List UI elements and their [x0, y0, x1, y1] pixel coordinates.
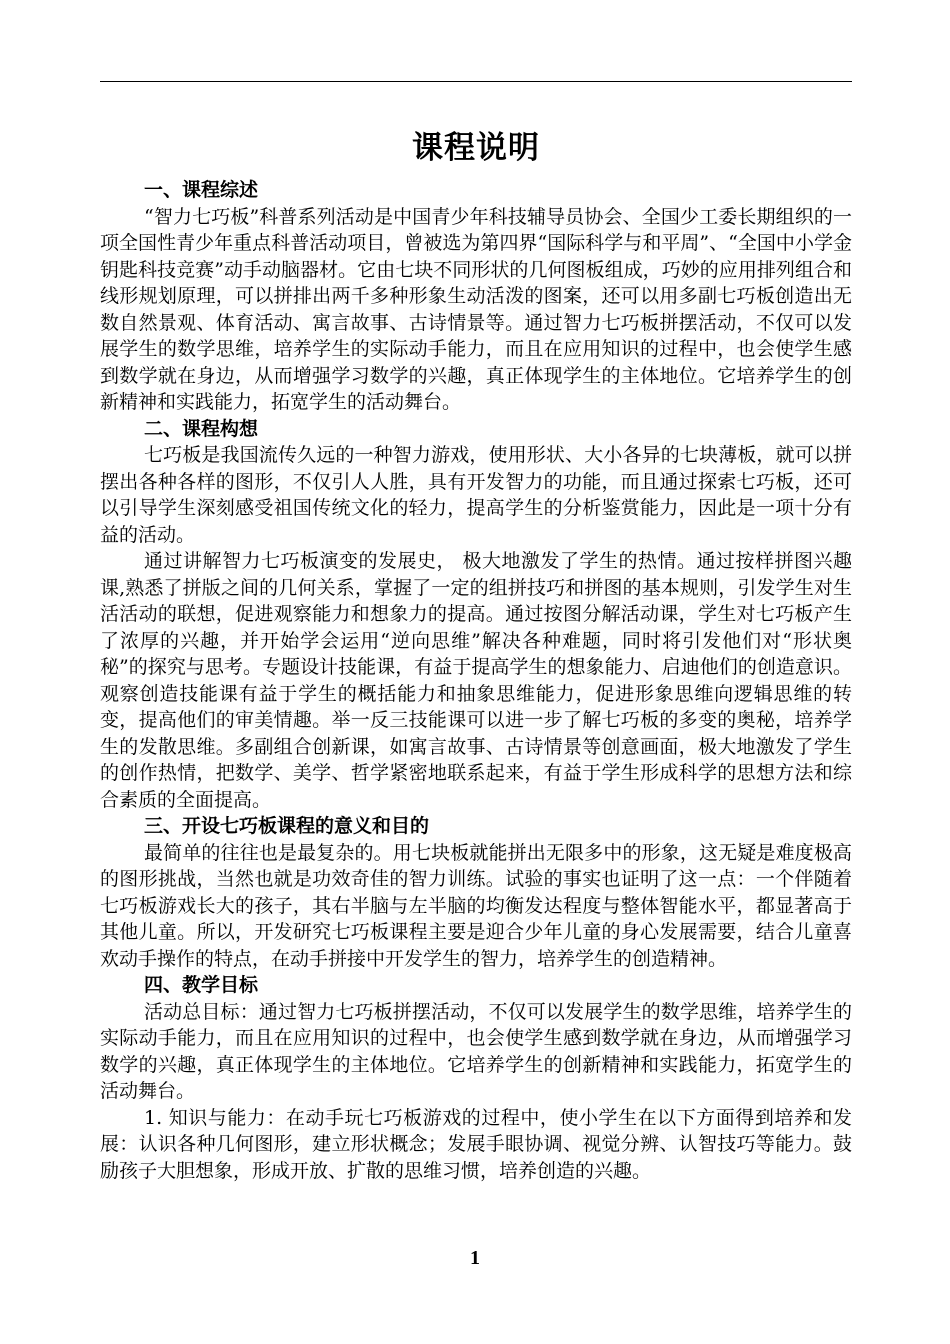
paragraph: 七巧板是我国流传久远的一种智力游戏，使用形状、大小各异的七块薄板，就可以拼摆出各种各样的图形，不仅引人人胜，具有开发智力的功能，而且通过探索七巧板，还可以引导学生深刻感受祖国传统文化的轻力，提高学生的分析鉴赏能力，因此是一项十分有益的活动。 [100, 444, 852, 546]
section-teaching-goals [100, 972, 852, 1184]
page-number: 1 [470, 1247, 480, 1269]
section-significance-and-purpose [100, 813, 852, 972]
header-rule [100, 81, 852, 82]
page-title: 课程说明 [412, 130, 540, 166]
section-heading: 二、课程构想 [144, 417, 259, 440]
section-heading: 三、开设七巧板课程的意义和目的 [144, 815, 430, 837]
section-course-concept [100, 416, 852, 814]
paragraph: 活动总目标：通过智力七巧板拼摆活动，不仅可以发展学生的数学思维，培养学生的实际动手能力，而且在应用知识的过程中，也会使学生感到数学就在身边，从而增强学习数学的兴趣，真正体现学生的主体地位。它培养学生的创新精神和实践能力，拓宽学生的活动舞台。 [100, 1000, 852, 1102]
section-course-overview [100, 177, 852, 416]
paragraph: “智力七巧板”科普系列活动是中国青少年科技辅导员协会、全国少工委长期组织的一项全国性青少年重点科普活动项目，曾被选为第四界“国际科学与和平周”、“全国中小学金钥匙科技竞赛”动手动脑器材。它由七块不同形状的几何图板组成，巧妙的应用排列组合和线形规划原理，可以拼排出两千多种形象生动活泼的图案，还可以用多副七巧板创造出无数自然景观、体育活动、寓言故事、古诗情景等。通过智力七巧板拼摆活动，不仅可以发展学生的数学思维，培养学生的实际动手能力，而且在应用知识的过程中，也会使学生感到数学就在身边，从而增强学习数学的兴趣，真正体现学生的主体地位。它培养学生的创新精神和实践能力，拓宽学生的活动舞台。 [100, 205, 852, 413]
document-body [100, 125, 852, 1184]
paragraph: 最简单的往往也是最复杂的。用七块板就能拼出无限多中的形象，这无疑是难度极高的图形挑战，当然也就是功效奇佳的智力训练。试验的事实也证明了这一点：一个伴随着七巧板游戏长大的孩子，其右半脑与左半脑的均衡发达程度与整体智能水平，都显著高于其他儿童。所以，开发研究七巧板课程主要是迎合少年儿童的身心发展需要，结合儿童喜欢动手操作的特点，在动手拼接中开发学生的智力，培养学生的创造精神。 [100, 841, 852, 970]
paragraph: 1. 知识与能力：在动手玩七巧板游戏的过程中，使小学生在以下方面得到培养和发展：认识各种几何图形，建立形状概念；发展手眼协调、视觉分辨、认智技巧等能力。鼓励孩子大胆想象，形成开放、扩散的思维习惯，培养创造的兴趣。 [100, 1106, 852, 1182]
section-heading: 四、教学目标 [144, 974, 259, 996]
paragraph: 通过讲解智力七巧板演变的发展史， 极大地激发了学生的热情。通过按样拼图兴趣课,熟悉了拼版之间的几何关系，掌握了一定的组拼技巧和拼图的基本规则，引发学生对生活活动的联想，促进观察能力和想象力的提高。通过按图分解活动课，学生对七巧板产生了浓厚的兴趣，并开始学会运用“逆向思维”解决各种难题，同时将引发他们对“形状奥秘”的探究与思考。专题设计技能课，有益于提高学生的想象能力、启迪他们的创造意识。观察创造技能课有益于学生的概括能力和抽象思维能力，促进形象思维向逻辑思维的转变，提高他们的审美情趣。举一反三技能课可以进一步了解七巧板的多变的奥秘，培养学生的发散思维。多副组合创新课，如寓言故事、古诗情景等创意画面，极大地激发了学生的创作热情，把数学、美学、哲学紧密地联系起来，有益于学生形成科学的思想方法和综合素质的全面提高。 [100, 550, 852, 811]
section-heading: 一、课程综述 [144, 179, 259, 201]
